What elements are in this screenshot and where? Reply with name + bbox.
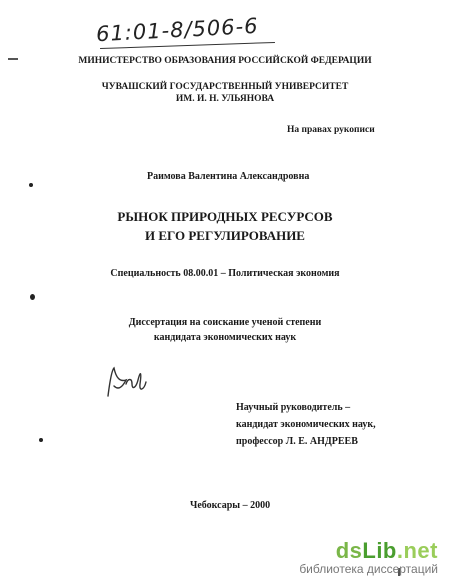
scan-dot [30, 294, 35, 300]
watermark [299, 538, 438, 576]
archive-number: 61:01-8/506-6 [95, 13, 260, 47]
ministry-header: МИНИСТЕРСТВО ОБРАЗОВАНИЯ РОССИЙСКОЙ ФЕДЕРАЦИИ [78, 56, 372, 66]
signature [100, 360, 150, 402]
rights-note: На правах рукописи [287, 125, 375, 135]
degree-line2: кандидата экономических наук [153, 332, 297, 343]
advisor-line3: профессор Л. Е. АНДРЕЕВ [236, 436, 358, 447]
dissertation-title-line2: И ЕГО РЕГУЛИРОВАНИЕ [145, 228, 305, 243]
university-name: ЧУВАШСКИЙ ГОСУДАРСТВЕННЫЙ УНИВЕРСИТЕТ [101, 82, 349, 92]
dissertation-title-line1: РЫНОК ПРИРОДНЫХ РЕСУРСОВ [117, 209, 333, 224]
author-name: Раимова Валентина Александровна [147, 171, 310, 182]
scan-dot [39, 438, 43, 442]
advisor-line2: кандидат экономических наук, [236, 419, 376, 430]
watermark-tagline: библиотека диссертаций [299, 562, 438, 576]
advisor-line1: Научный руководитель – [236, 402, 351, 413]
place-year: Чебоксары – 2000 [190, 500, 271, 511]
scan-dot [29, 183, 33, 187]
specialty: Специальность 08.00.01 – Политическая экономия [110, 268, 340, 279]
scan-mark [8, 58, 18, 60]
watermark-logo: dsLib.net [335, 538, 438, 563]
degree-line1: Диссертация на соискание ученой степени [128, 317, 322, 328]
university-named-after: ИМ. И. Н. УЛЬЯНОВА [175, 94, 275, 104]
